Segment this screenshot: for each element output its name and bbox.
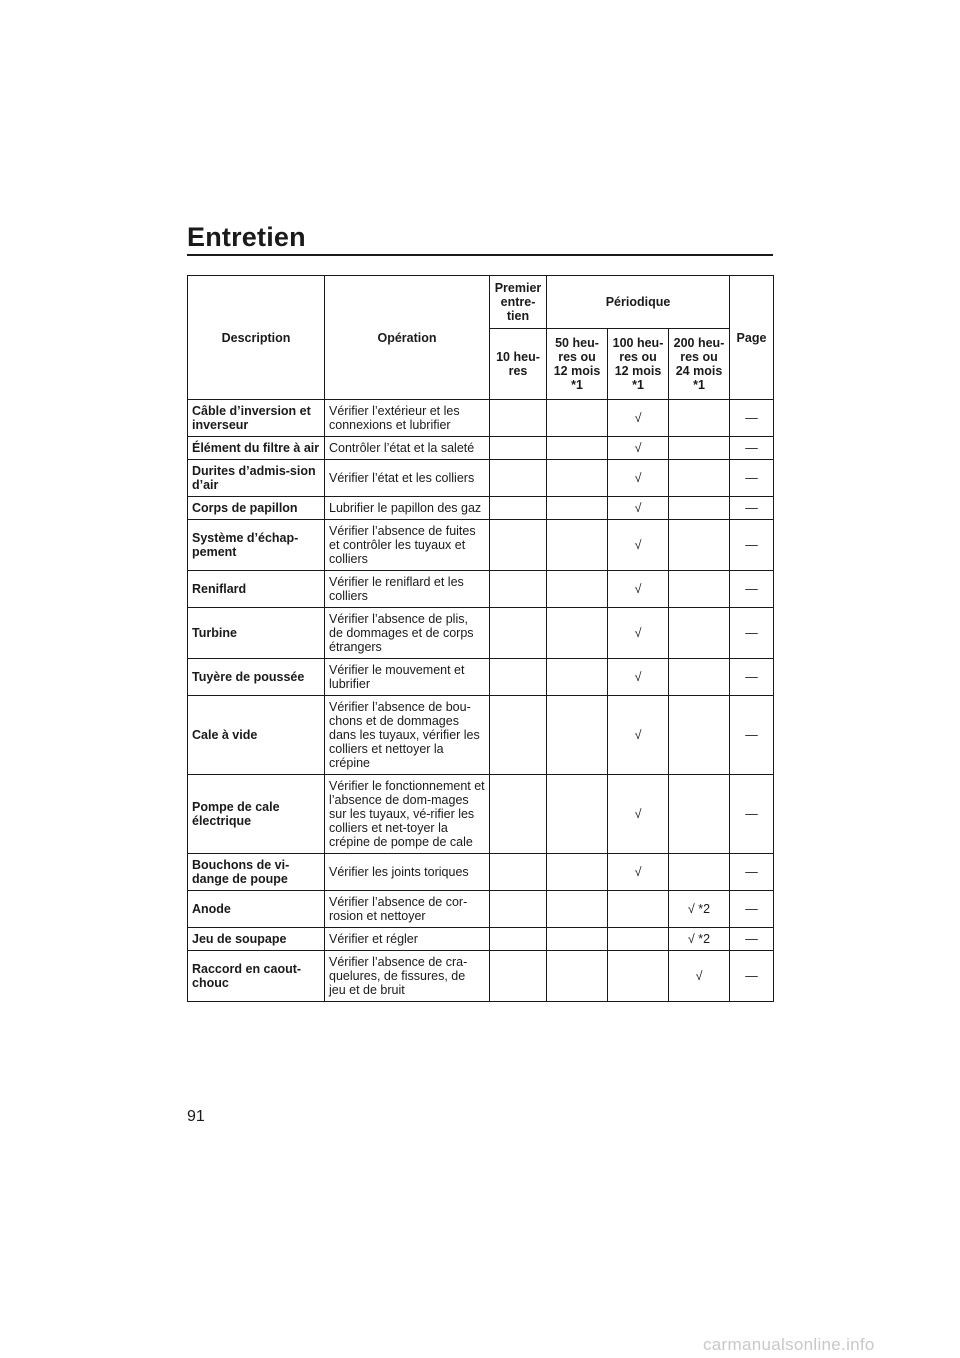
table-row: [188, 891, 774, 928]
header-10h: 10 heu-res: [490, 329, 547, 400]
cell-page: —: [730, 775, 774, 854]
title-divider: [187, 254, 773, 256]
cell-200h: √ *2: [669, 928, 730, 951]
row-description: Câble d’inversion et inverseur: [188, 400, 325, 437]
table-row: [188, 696, 774, 775]
row-operation: Vérifier le reniflard et les colliers: [325, 571, 490, 608]
table-row: [188, 400, 774, 437]
cell-10h: [490, 854, 547, 891]
row-description: Durites d’admis-sion d’air: [188, 460, 325, 497]
cell-10h: [490, 460, 547, 497]
cell-10h: [490, 400, 547, 437]
cell-100h: [608, 951, 669, 1002]
cell-page: —: [730, 460, 774, 497]
cell-100h: √: [608, 775, 669, 854]
table-body: [188, 400, 774, 1002]
cell-10h: [490, 891, 547, 928]
cell-100h: √: [608, 854, 669, 891]
cell-page: —: [730, 951, 774, 1002]
row-operation: Vérifier l’extérieur et les connexions et lubrifier: [325, 400, 490, 437]
cell-100h: √: [608, 460, 669, 497]
cell-200h: [669, 497, 730, 520]
row-operation: Lubrifier le papillon des gaz: [325, 497, 490, 520]
row-operation: Vérifier l’absence de cra-quelures, de fissures, de jeu et de bruit: [325, 951, 490, 1002]
cell-page: —: [730, 696, 774, 775]
table-row: [188, 571, 774, 608]
row-operation: Contrôler l’état et la saleté: [325, 437, 490, 460]
row-operation: Vérifier les joints toriques: [325, 854, 490, 891]
cell-200h: [669, 520, 730, 571]
row-description: Pompe de cale électrique: [188, 775, 325, 854]
cell-50h: [547, 571, 608, 608]
cell-100h: [608, 928, 669, 951]
header-100h: 100 heu-res ou 12 mois *1: [608, 329, 669, 400]
cell-100h: √: [608, 696, 669, 775]
row-operation: Vérifier l’absence de fuites et contrôler les tuyaux et colliers: [325, 520, 490, 571]
cell-200h: √: [669, 951, 730, 1002]
header-description: Description: [188, 276, 325, 400]
cell-200h: [669, 854, 730, 891]
cell-50h: [547, 951, 608, 1002]
cell-100h: √: [608, 659, 669, 696]
table-row: [188, 608, 774, 659]
cell-200h: [669, 400, 730, 437]
cell-page: —: [730, 497, 774, 520]
cell-50h: [547, 775, 608, 854]
table-row: [188, 460, 774, 497]
watermark: carmanualsonline.info: [703, 1335, 875, 1354]
table-row: [188, 437, 774, 460]
cell-page: —: [730, 854, 774, 891]
header-operation: Opération: [325, 276, 490, 400]
row-description: Reniflard: [188, 571, 325, 608]
cell-page: —: [730, 891, 774, 928]
cell-100h: √: [608, 497, 669, 520]
row-description: Jeu de soupape: [188, 928, 325, 951]
cell-100h: √: [608, 571, 669, 608]
cell-100h: [608, 891, 669, 928]
row-description: Corps de papillon: [188, 497, 325, 520]
page-number: 91: [187, 1108, 205, 1125]
row-operation: Vérifier l’absence de cor-rosion et nettoyer: [325, 891, 490, 928]
cell-50h: [547, 520, 608, 571]
cell-50h: [547, 928, 608, 951]
cell-50h: [547, 497, 608, 520]
table-row: [188, 951, 774, 1002]
cell-page: —: [730, 928, 774, 951]
cell-page: —: [730, 571, 774, 608]
cell-200h: [669, 659, 730, 696]
cell-page: —: [730, 437, 774, 460]
cell-50h: [547, 437, 608, 460]
page-title: Entretien: [187, 222, 306, 252]
header-page: Page: [730, 276, 774, 400]
cell-100h: √: [608, 437, 669, 460]
cell-page: —: [730, 659, 774, 696]
row-description: Cale à vide: [188, 696, 325, 775]
table-row: [188, 497, 774, 520]
cell-200h: [669, 775, 730, 854]
cell-200h: [669, 696, 730, 775]
cell-page: —: [730, 520, 774, 571]
cell-200h: [669, 571, 730, 608]
table-row: [188, 520, 774, 571]
cell-50h: [547, 608, 608, 659]
table-row: [188, 659, 774, 696]
row-description: Tuyère de poussée: [188, 659, 325, 696]
row-operation: Vérifier le fonctionnement et l’absence de dom-mages sur les tuyaux, vé-rifier les colliers et net-toyer la crépine de pompe de cale: [325, 775, 490, 854]
cell-50h: [547, 400, 608, 437]
table-row: [188, 775, 774, 854]
cell-10h: [490, 520, 547, 571]
row-description: Système d’échap-pement: [188, 520, 325, 571]
cell-50h: [547, 460, 608, 497]
cell-10h: [490, 696, 547, 775]
row-description: Raccord en caout-chouc: [188, 951, 325, 1002]
header-row-top: [188, 276, 774, 329]
cell-50h: [547, 696, 608, 775]
cell-100h: √: [608, 400, 669, 437]
cell-200h: [669, 460, 730, 497]
cell-10h: [490, 775, 547, 854]
cell-10h: [490, 437, 547, 460]
row-operation: Vérifier l’état et les colliers: [325, 460, 490, 497]
cell-200h: [669, 437, 730, 460]
header-50h: 50 heu-res ou 12 mois *1: [547, 329, 608, 400]
cell-10h: [490, 497, 547, 520]
cell-10h: [490, 571, 547, 608]
row-description: Anode: [188, 891, 325, 928]
cell-50h: [547, 659, 608, 696]
cell-10h: [490, 608, 547, 659]
maintenance-table: [187, 275, 774, 1002]
cell-page: —: [730, 400, 774, 437]
cell-50h: [547, 891, 608, 928]
header-premier: Premier entre-tien: [490, 276, 547, 329]
row-description: Élément du filtre à air: [188, 437, 325, 460]
row-operation: Vérifier l’absence de bou-chons et de dommages dans les tuyaux, vérifier les colliers et nettoyer la crépine: [325, 696, 490, 775]
row-operation: Vérifier et régler: [325, 928, 490, 951]
cell-100h: √: [608, 520, 669, 571]
cell-100h: √: [608, 608, 669, 659]
row-operation: Vérifier l’absence de plis, de dommages et de corps étrangers: [325, 608, 490, 659]
cell-200h: [669, 608, 730, 659]
table-row: [188, 928, 774, 951]
table-row: [188, 854, 774, 891]
header-200h: 200 heu-res ou 24 mois *1: [669, 329, 730, 400]
cell-50h: [547, 854, 608, 891]
cell-10h: [490, 659, 547, 696]
cell-10h: [490, 951, 547, 1002]
cell-200h: √ *2: [669, 891, 730, 928]
cell-page: —: [730, 608, 774, 659]
row-description: Bouchons de vi-dange de poupe: [188, 854, 325, 891]
row-description: Turbine: [188, 608, 325, 659]
cell-10h: [490, 928, 547, 951]
header-periodique: Périodique: [547, 276, 730, 329]
row-operation: Vérifier le mouvement et lubrifier: [325, 659, 490, 696]
